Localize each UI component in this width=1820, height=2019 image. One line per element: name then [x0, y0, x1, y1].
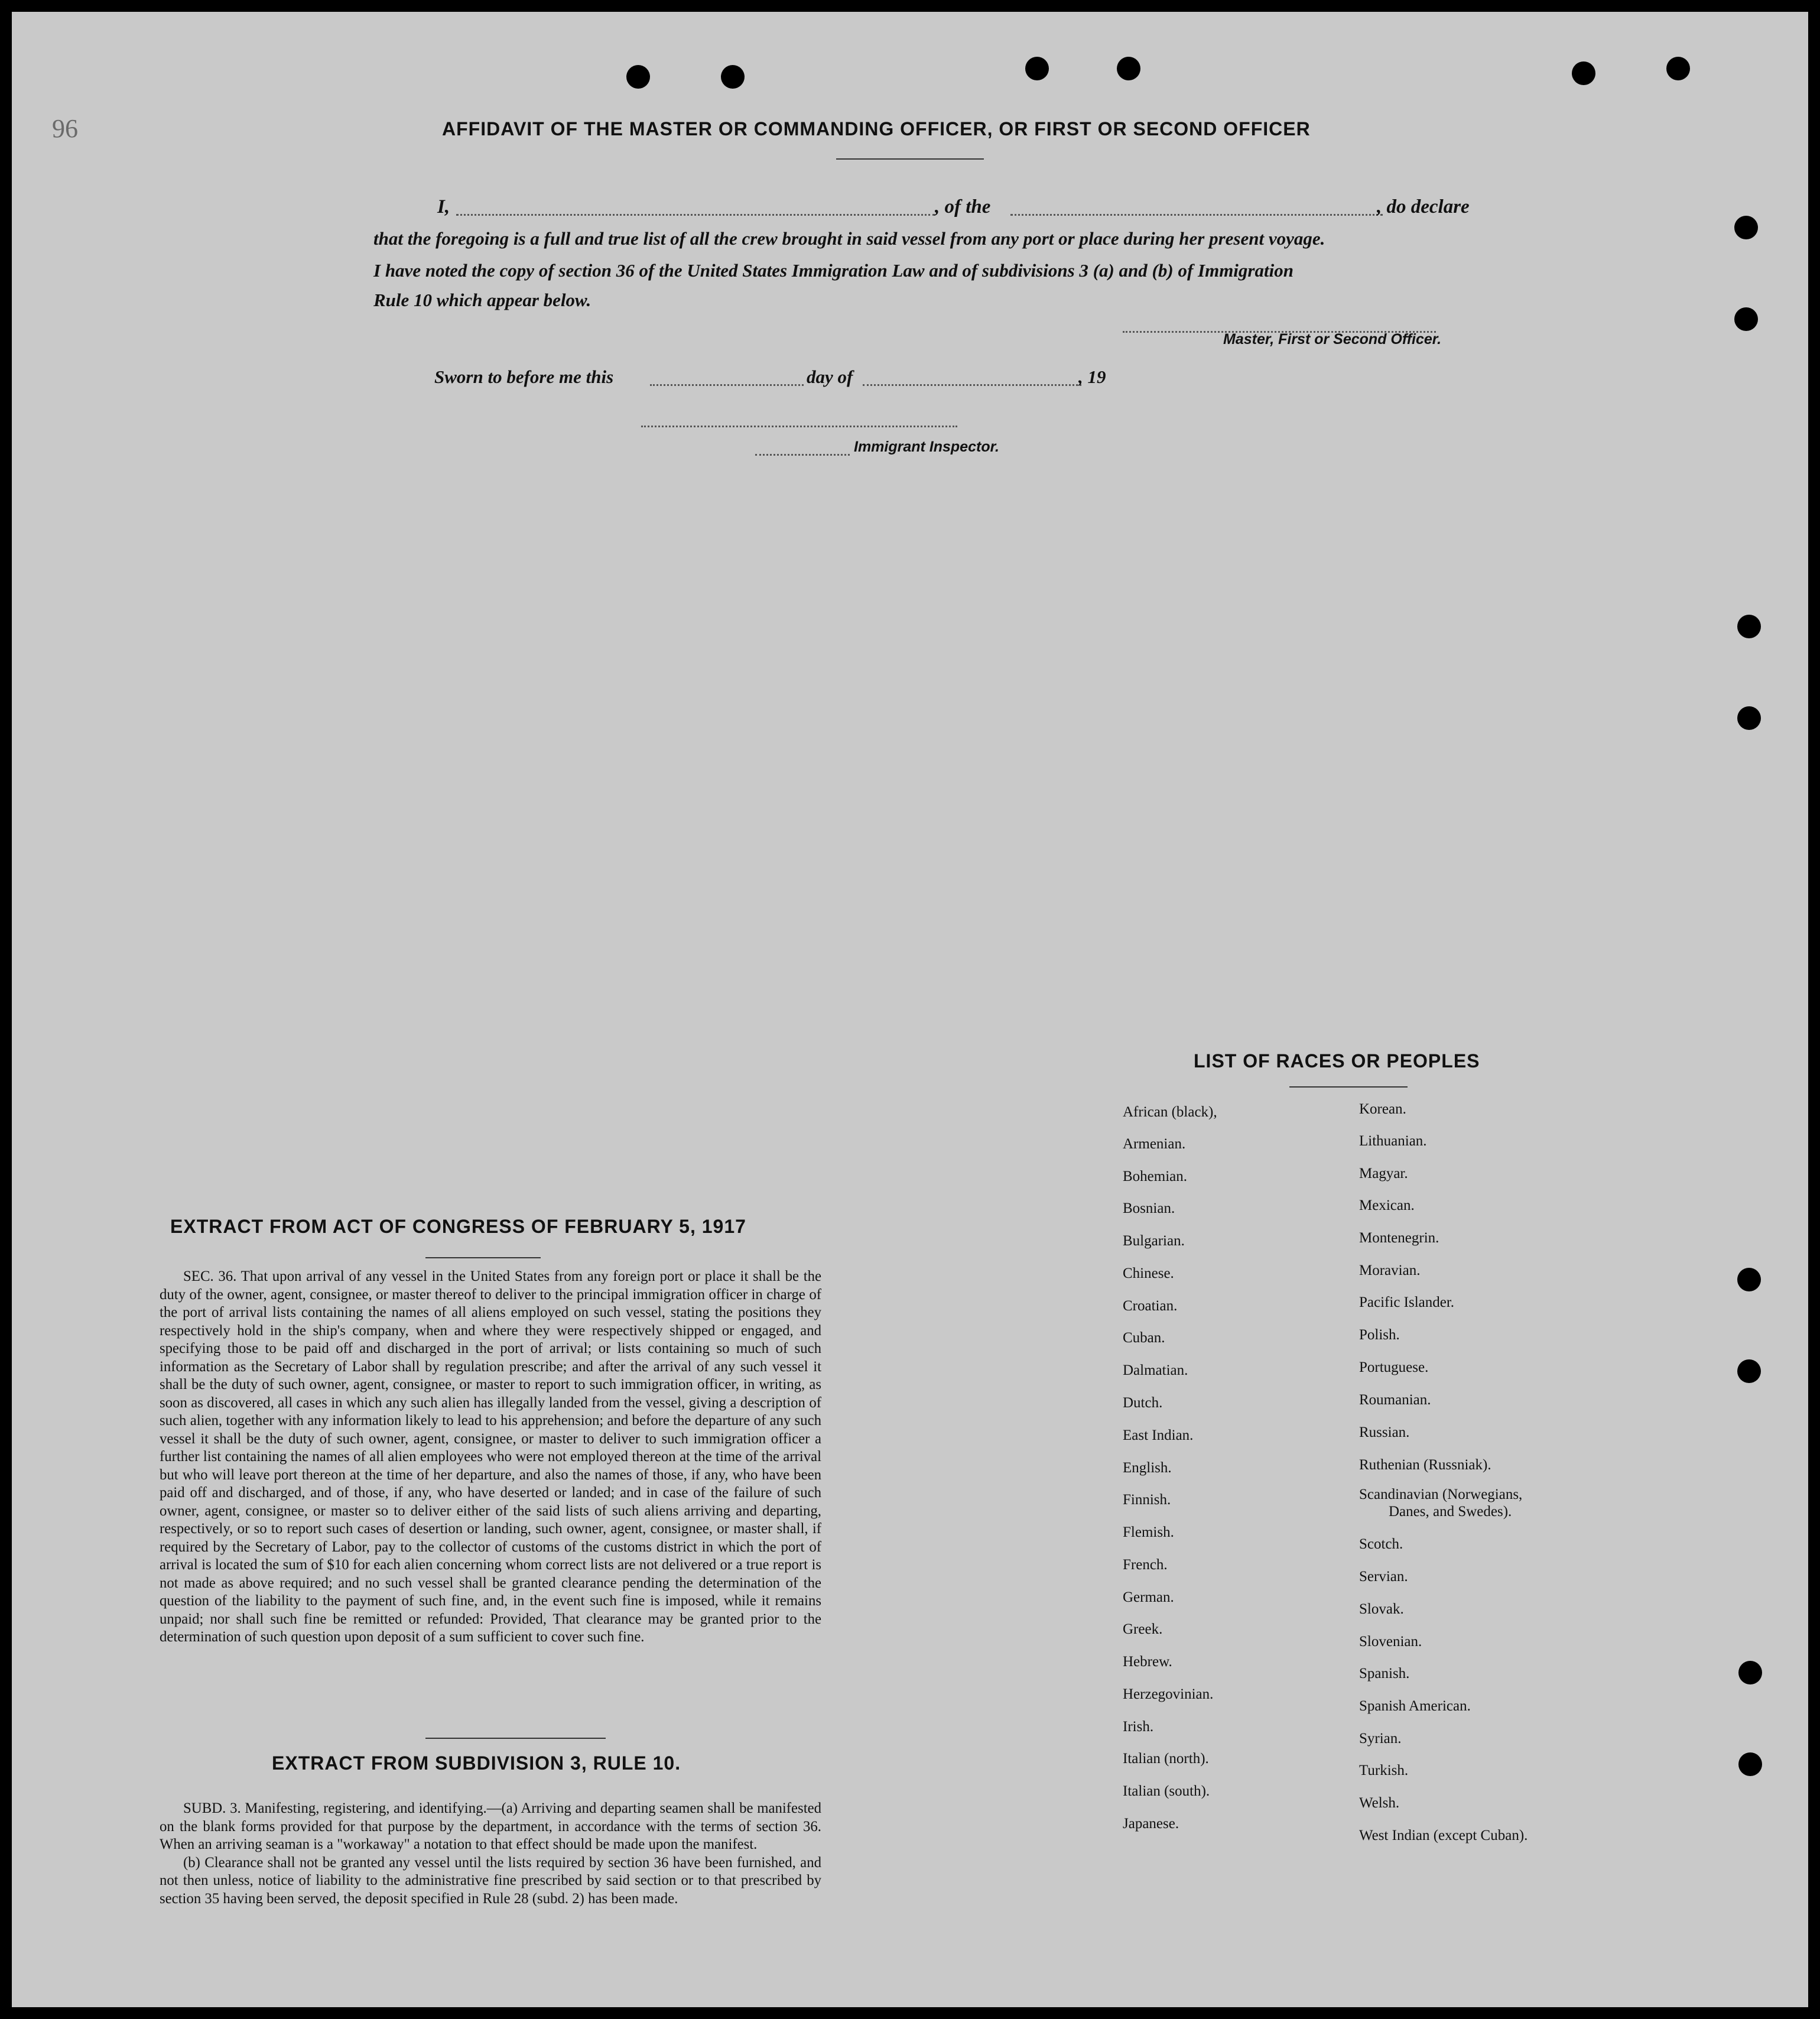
rule-paragraph-a: SUBD. 3. Manifesting, registering, and identifying.—(a) Arriving and departing seamen shall be manifested on the blank forms provided for that purpose by the department, in accordance with the terms of section 36. When an arriving seaman is a "workaway" a notation to that effect should be made upon the manifest. — [160, 1800, 821, 1852]
races-title: LIST OF RACES OR PEOPLES — [1194, 1050, 1480, 1072]
race-item: Italian (south). — [1123, 1783, 1210, 1799]
race-item: Cuban. — [1123, 1330, 1165, 1346]
race-item: English. — [1123, 1460, 1172, 1476]
affidavit-line1-end: , do declare — [1377, 196, 1470, 218]
race-item: Finnish. — [1123, 1492, 1171, 1508]
sworn-text-start: Sworn to before me this — [434, 366, 614, 387]
punch-hole — [1666, 57, 1690, 80]
inspector-signature-label: Immigrant Inspector. — [854, 439, 999, 455]
punch-hole — [1572, 61, 1595, 85]
race-item: Ruthenian (Russniak). — [1359, 1457, 1491, 1473]
race-item: Italian (north). — [1123, 1751, 1209, 1767]
act-divider — [425, 1257, 541, 1258]
affidavit-line1-mid: , of the — [935, 196, 991, 218]
race-item: Danes, and Swedes). — [1389, 1504, 1512, 1520]
race-item: Syrian. — [1359, 1731, 1402, 1747]
affidavit-line3: I have noted the copy of section 36 of the United States Immigration Law and of subdivisions 3 (a) and (b) of Immigration — [373, 260, 1294, 281]
race-item: Japanese. — [1123, 1816, 1179, 1832]
race-item: West Indian (except Cuban). — [1359, 1828, 1528, 1843]
punch-hole — [1737, 1359, 1761, 1383]
sworn-text-end: , 19 — [1078, 366, 1106, 387]
race-item: Spanish American. — [1359, 1698, 1471, 1714]
punch-hole — [1734, 216, 1758, 239]
race-item: Irish. — [1123, 1719, 1154, 1735]
punch-hole — [721, 65, 745, 89]
race-item: Dutch. — [1123, 1395, 1163, 1411]
race-item: Turkish. — [1359, 1762, 1409, 1778]
race-item: German. — [1123, 1589, 1174, 1605]
title-divider — [836, 158, 984, 160]
affidavit-line1-start: I, — [437, 196, 450, 218]
race-item: Slovak. — [1359, 1601, 1404, 1617]
punch-hole — [1025, 57, 1049, 80]
races-divider — [1289, 1086, 1408, 1088]
race-item: Armenian. — [1123, 1136, 1186, 1152]
race-item: Polish. — [1359, 1327, 1400, 1343]
race-item: Montenegrin. — [1359, 1230, 1439, 1246]
race-item: Slovenian. — [1359, 1634, 1422, 1650]
race-item: Portuguese. — [1359, 1359, 1429, 1375]
race-item: Servian. — [1359, 1569, 1408, 1585]
race-item: Scotch. — [1359, 1536, 1403, 1552]
race-item: Chinese. — [1123, 1265, 1174, 1281]
inspector-signature-field-short[interactable] — [755, 454, 850, 456]
race-item: Lithuanian. — [1359, 1133, 1427, 1149]
punch-hole — [1734, 307, 1758, 331]
name-field[interactable] — [456, 214, 935, 216]
section-36-paragraph: SEC. 36. That upon arrival of any vessel in the United States from any foreign port or place it shall be the duty of the owner, agent, consignee, or master thereof to deliver to the principal immigration officer in charge of the port of arrival lists containing the names of all aliens employed on such vessel, stating the positions they respectively hold in the ship's company, when and where they were respectively shipped or engaged, and specifying those to be paid off and discharged in the port of arrival; or lists containing so much of such information as the Secretary of Labor shall by regulation prescribe; and after the arrival of any such vessel it shall be the duty of such owner, agent, consignee, or master to report to such immigration officer, in writing, as soon as discovered, all cases in which any such alien has illegally landed from the vessel, giving a description of such alien, together with any information likely to lead to his apprehension; and before the departure of any such vessel it shall be the duty of such owner, agent, consignee, or master to deliver to such immigration officer a further list containing the names of all alien employees who were not employed thereon at the time of the arrival but who will leave port thereon at the time of her departure, and also the names of those, if any, who have been paid off and discharged, and of those, if any, who have deserted or landed; and in case of the failure of such owner, agent, consignee, or master so to deliver either of the said lists of such aliens arriving and departing, respectively, or so to report such cases of desertion or landing, such owner, agent, consignee, or master shall, if required by the Secretary of Labor, pay to the collector of customs of the customs district in which the port of arrival is located the sum of $10 for each alien concerning whom correct lists are not delivered or a true report is not made as above required; and no such vessel shall be granted clearance pending the determination of the question of the liability to the payment of such fine, and, in the event such fine is imposed, while it remains unpaid; nor shall such fine be remitted or refunded: Provided, That clearance may be granted prior to the determination of such question upon deposit of a sum sufficient to cover such fine. — [160, 1268, 821, 1645]
sworn-month-field[interactable] — [863, 384, 1081, 386]
officer-signature-label: Master, First or Second Officer. — [1223, 331, 1442, 348]
section-36-text — [160, 1268, 821, 1647]
punch-hole — [1117, 57, 1140, 80]
vessel-field[interactable] — [1010, 214, 1383, 216]
affidavit-line4: Rule 10 which appear below. — [373, 290, 592, 310]
race-item: Croatian. — [1123, 1298, 1178, 1314]
rule-title: EXTRACT FROM SUBDIVISION 3, RULE 10. — [272, 1752, 681, 1774]
race-item: Greek. — [1123, 1621, 1163, 1637]
rule-top-divider — [425, 1738, 606, 1739]
sworn-day-field[interactable] — [650, 384, 804, 386]
punch-hole — [1738, 1661, 1762, 1684]
page-number: 96 — [52, 114, 78, 143]
race-item: Pacific Islander. — [1359, 1294, 1455, 1310]
race-item: Dalmatian. — [1123, 1362, 1188, 1378]
punch-hole — [1738, 1752, 1762, 1776]
race-item: Spanish. — [1359, 1666, 1410, 1682]
inspector-signature-field[interactable] — [641, 426, 957, 427]
race-item: Moravian. — [1359, 1262, 1421, 1278]
punch-hole — [626, 65, 650, 89]
document-page — [12, 12, 1808, 2007]
race-item: Bohemian. — [1123, 1168, 1188, 1184]
affidavit-title: AFFIDAVIT OF THE MASTER OR COMMANDING OFFICER, OR FIRST OR SECOND OFFICER — [442, 118, 1311, 139]
rule-paragraph-b: (b) Clearance shall not be granted any vessel until the lists required by section 36 have been furnished, and not then unless, notice of liability to the administrative fine prescribed by said section or to that prescribed by section 35 having been served, the deposit specified in Rule 28 (subd. 2) has been made. — [160, 1854, 821, 1907]
act-title: EXTRACT FROM ACT OF CONGRESS OF FEBRUARY 5, 1917 — [170, 1216, 746, 1237]
race-item: Bosnian. — [1123, 1200, 1175, 1216]
race-item: Magyar. — [1359, 1166, 1408, 1181]
race-item: Russian. — [1359, 1424, 1410, 1440]
sworn-text-mid: day of — [807, 366, 853, 387]
race-item: African (black), — [1123, 1104, 1217, 1120]
race-item: Bulgarian. — [1123, 1233, 1185, 1249]
race-item: Roumanian. — [1359, 1392, 1431, 1408]
punch-hole — [1737, 706, 1761, 730]
rule-text — [160, 1800, 821, 1908]
race-item: Welsh. — [1359, 1795, 1400, 1811]
affidavit-line2: that the foregoing is a full and true list of all the crew brought in said vessel from any port or place during her present voyage. — [373, 228, 1325, 249]
race-item: Flemish. — [1123, 1524, 1174, 1540]
race-item: Scandinavian (Norwegians, — [1359, 1486, 1523, 1502]
race-item: Hebrew. — [1123, 1654, 1172, 1670]
punch-hole — [1737, 1268, 1761, 1291]
race-item: Mexican. — [1359, 1197, 1415, 1213]
race-item: Herzegovinian. — [1123, 1686, 1214, 1702]
race-item: East Indian. — [1123, 1427, 1194, 1443]
punch-hole — [1737, 615, 1761, 638]
race-item: Korean. — [1359, 1101, 1406, 1117]
race-item: French. — [1123, 1557, 1168, 1573]
